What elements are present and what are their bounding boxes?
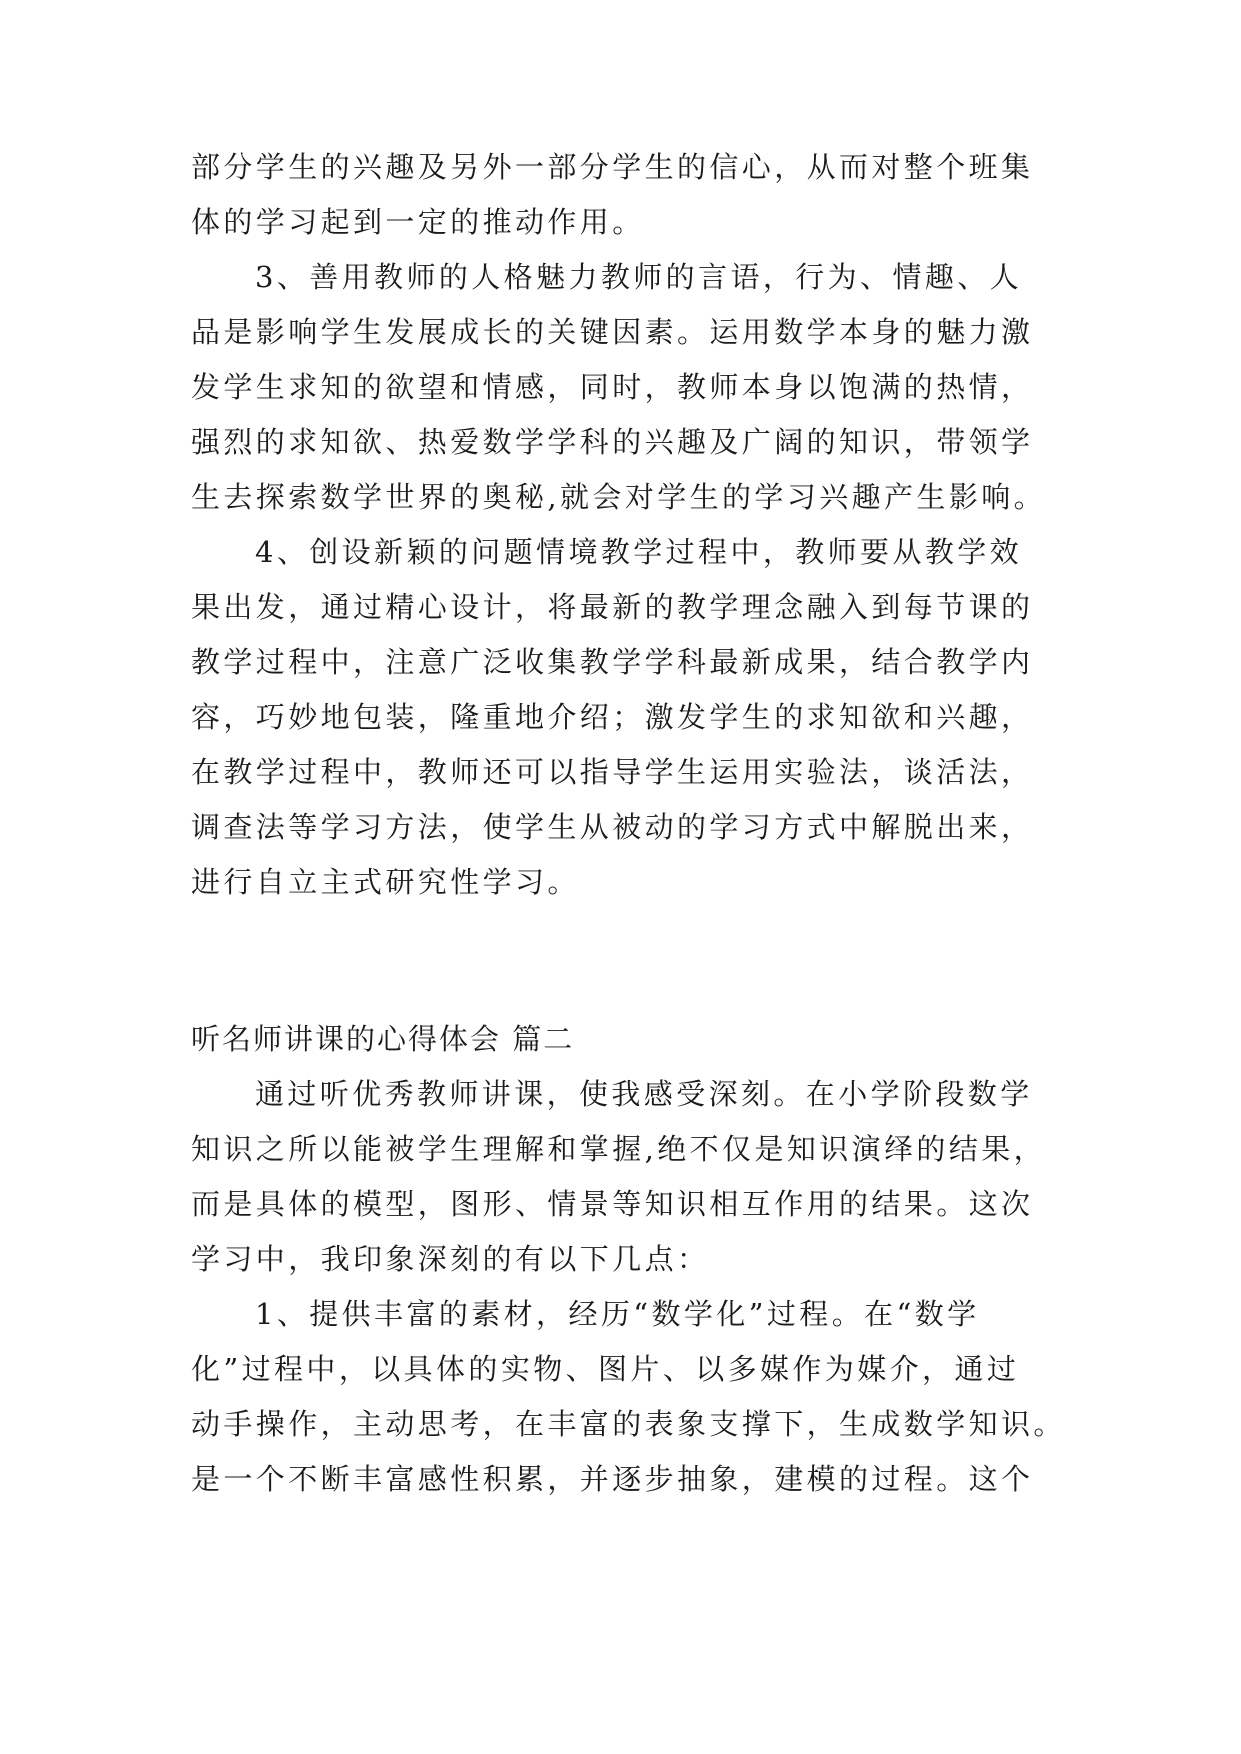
paragraph-start-line: 通过听优秀教师讲课，使我感受深刻。在小学阶段数学 [255, 1077, 1033, 1111]
text-line: 化”过程中，以具体的实物、图片、以多媒作为媒介，通过 [191, 1352, 1020, 1386]
text-line: 强烈的求知欲、热爱数学学科的兴趣及广阔的知识，带领学 [191, 425, 1034, 459]
section-heading: 听名师讲课的心得体会 篇二 [191, 1022, 575, 1056]
text-line: 而是具体的模型，图形、情景等知识相互作用的结果。这次 [191, 1187, 1034, 1221]
text-line: 品是影响学生发展成长的关键因素。运用数学本身的魅力激 [191, 315, 1034, 349]
text-line: 知识之所以能被学生理解和掌握,绝不仅是知识演绎的结果， [191, 1132, 1047, 1166]
text-line: 体的学习起到一定的推动作用。 [191, 205, 645, 239]
text-line: 教学过程中，注意广泛收集教学学科最新成果，结合教学内 [191, 645, 1034, 679]
text-line: 动手操作，主动思考，在丰富的表象支撑下，生成数学知识。 [191, 1407, 1066, 1441]
document-body-section-2 [191, 1067, 1071, 1507]
text-line: 生去探索数学世界的奥秘,就会对学生的学习兴趣产生影响。 [191, 480, 1047, 514]
document-body-section-1 [191, 140, 1071, 910]
text-line: 发学生求知的欲望和情感，同时，教师本身以饱满的热情， [191, 370, 1034, 404]
text-line: 果出发，通过精心设计，将最新的教学理念融入到每节课的 [191, 590, 1034, 624]
paragraph-start-line: 4、创设新颖的问题情境教学过程中，教师要从教学效 [255, 535, 1023, 569]
text-line: 容，巧妙地包装，隆重地介绍；激发学生的求知欲和兴趣， [191, 700, 1034, 734]
text-line: 调查法等学习方法，使学生从被动的学习方式中解脱出来， [191, 810, 1034, 844]
text-line: 部分学生的兴趣及另外一部分学生的信心，从而对整个班集 [191, 150, 1034, 184]
paragraph-start-line: 1、提供丰富的素材，经历“数学化”过程。在“数学 [255, 1297, 980, 1331]
text-line: 是一个不断丰富感性积累，并逐步抽象，建模的过程。这个 [191, 1462, 1034, 1496]
text-line: 学习中，我印象深刻的有以下几点： [191, 1242, 710, 1276]
text-line: 在教学过程中，教师还可以指导学生运用实验法，谈活法， [191, 755, 1034, 789]
text-line: 进行自立主式研究性学习。 [191, 865, 580, 899]
paragraph-start-line: 3、善用教师的人格魅力教师的言语，行为、情趣、人 [255, 260, 1023, 294]
